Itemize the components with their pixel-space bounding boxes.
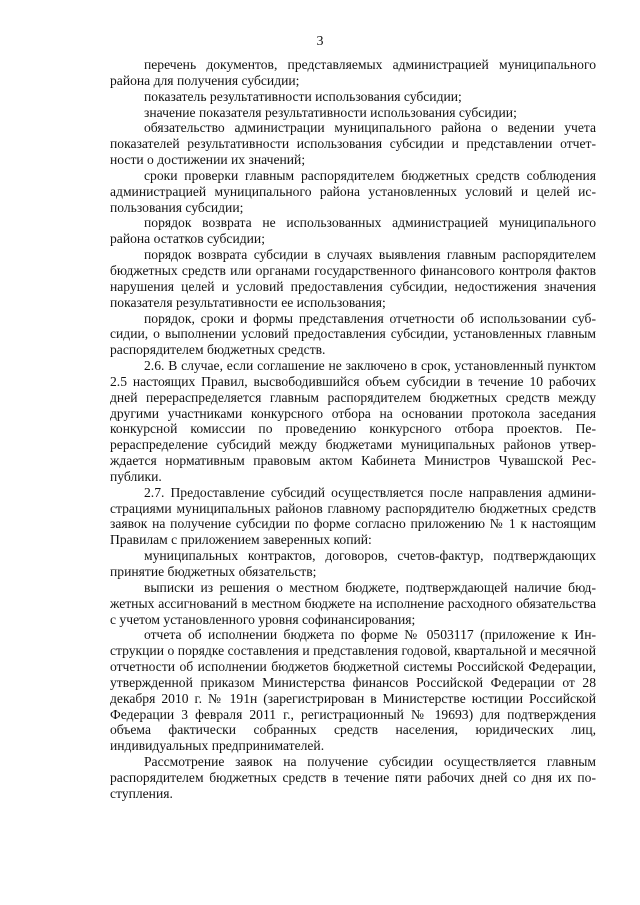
paragraph-verification-terms: сроки проверки главным распорядителем бюджетных средств соблюдения администрацией муниципального района установленных условий и целей использования субсидии;	[110, 167, 596, 215]
paragraph-unused-balance-return: порядок возврата не использованных администрацией муниципального района остатков субсидии;	[110, 215, 596, 247]
paragraph-documents-list: перечень документов, представляемых администрацией муниципального района для получения субсидии;	[110, 57, 596, 88]
paragraph-budget-extract: выписки из решения о местном бюджете, подтверждающей наличие бюджетных ассигнований в местном бюджете на исполнение расходного обязательства с учетом установленного уровня софинансирования;	[110, 579, 596, 627]
paragraph-indicator-value: значение показателя результативности использования субсидии;	[144, 104, 517, 120]
paragraph-reporting-terms: порядок, сроки и формы представления отчетности об использовании субсидии, о выполнении условий предоставления субсидии, установленных главным распорядителем бюджетных средств.	[110, 310, 596, 358]
paragraph-section-2-6: 2.6. В случае, если соглашение не заключено в срок, установленный пунктом 2.5 настоящих Правил, высвободившийся объем субсидии в течение 10 рабочих дней перераспределяется главным распорядителем бюджетных средств между другими участниками конкурсного отбора на основании протокола заседания конкурсной комиссии по проведению конкурсного отбора проектов. Перераспределение субсидий между бюджетами муниципальных районов утверждается нормативным правовым актом Кабинета Министров Чувашской Республики.	[110, 358, 596, 484]
paragraph-accounting-obligation: обязательство администрации муниципального района о ведении учета показателей результативности использования субсидии и представлении отчетности о достижении их значений;	[110, 120, 596, 168]
document-body	[110, 57, 596, 802]
paragraph-section-2-7: 2.7. Предоставление субсидий осуществляется после направления администрациями муниципальных районов главному распорядителю бюджетных средств заявок на получение субсидии по форме согласно приложению № 1 к настоящим Правилам с приложением заверенных копий:	[110, 484, 596, 548]
paragraph-violation-return: порядок возврата субсидии в случаях выявления главным распорядителем бюджетных средств или органами государственного финансового контроля фактов нарушения целей и условий предоставления субсидии, недостижения значения показателя результативности ее использования;	[110, 247, 596, 310]
page-number: 3	[316, 34, 324, 49]
paragraph-municipal-contracts: муниципальных контрактов, договоров, счетов-фактур, подтверждающих принятие бюджетных обязательств;	[110, 548, 596, 579]
paragraph-budget-execution-report: отчета об исполнении бюджета по форме № 0503117 (приложение к Инструкции о порядке составления и представления годовой, квартальной и месячной отчетности об исполнении бюджетов бюджетной системы Российской Федерации, утвержденной приказом Министерства финансов Российской Федерации от 28 декабря 2010 г. № 191н (зарегистрирован в Министерстве юстиции Российской Федерации 3 февраля 2011 г., регистрационный № 19693) для подтверждения объема фактически собранных средств населения, юридических лиц, индивидуальных предпринимателей.	[110, 627, 596, 754]
paragraph-application-review: Рассмотрение заявок на получение субсидии осуществляется главным распорядителем бюджетных средств в течение пяти рабочих дней со дня их поступления.	[110, 754, 596, 801]
paragraph-performance-indicator: показатель результативности использования субсидии;	[144, 88, 462, 104]
